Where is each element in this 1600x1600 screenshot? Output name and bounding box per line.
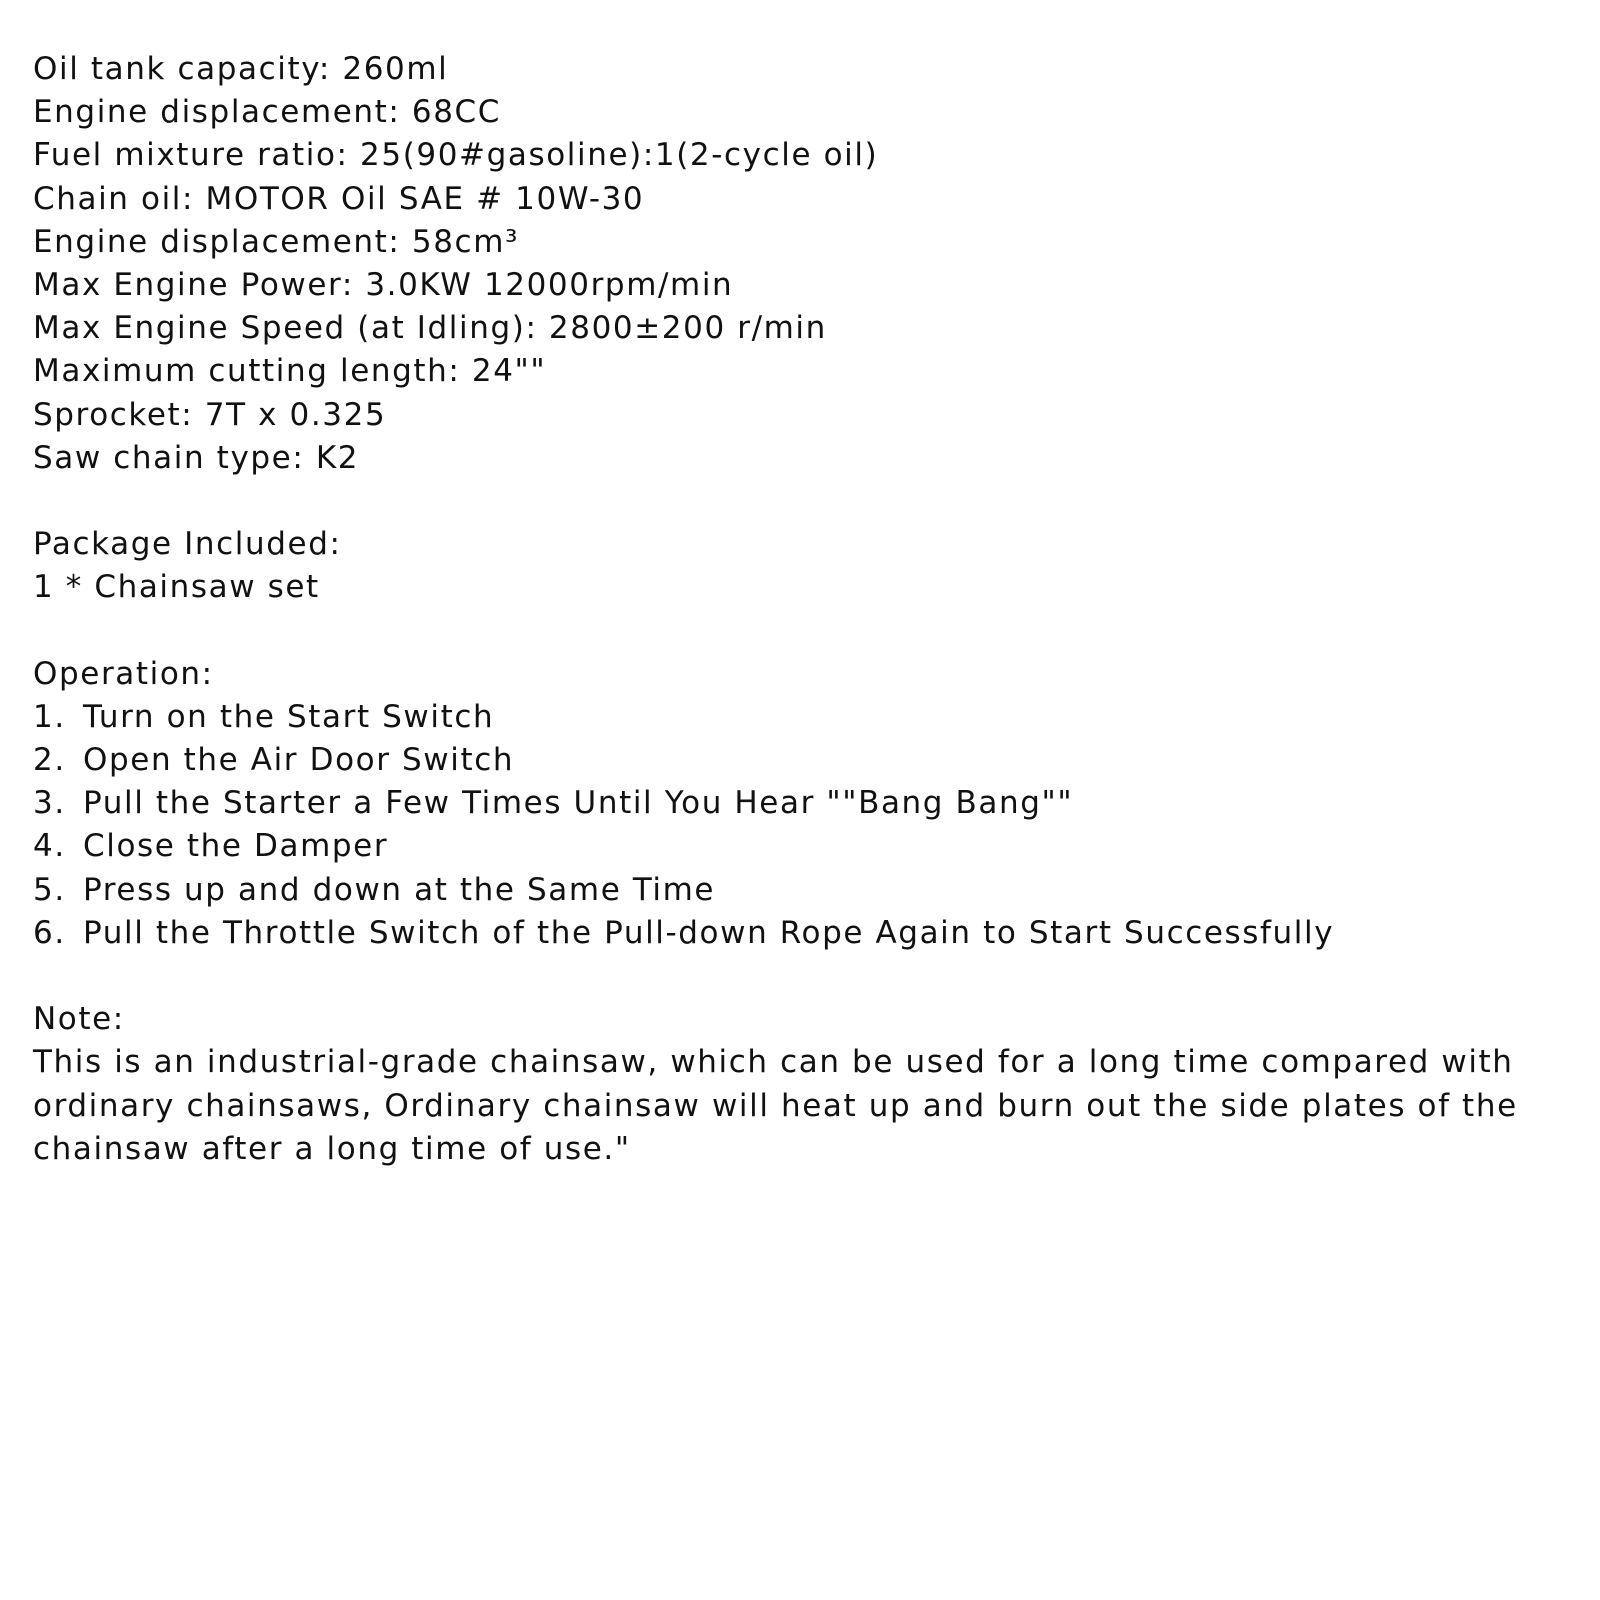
step-text: Close the Damper [83,828,389,865]
section-spacer [33,609,1573,652]
step-text: Pull the Throttle Switch of the Pull-down Rope Again to Start Successfully [83,914,1335,951]
spec-line: Oil tank capacity: 260ml [33,51,449,87]
section-spacer [33,480,1573,523]
step-number: 5. [33,871,66,908]
operation-heading: Operation: [33,655,214,692]
step-number: 1. [33,698,66,735]
spec-line: Max Engine Speed (at Idling): 2800±200 r/min [33,310,827,347]
step-number: 2. [33,742,66,778]
note-section [33,998,1573,1171]
spec-line: Fuel mixture ratio: 25(90#gasoline):1(2-cycle oil) [33,137,879,174]
spec-line: Saw chain type: K2 [33,439,360,476]
spec-line: Chain oil: MOTOR Oil SAE # 10W-30 [33,180,645,217]
note-heading: Note: [33,1001,125,1038]
step-text: Press up and down at the Same Time [83,871,716,908]
operation-step [33,696,1573,739]
step-number: 3. [33,785,66,822]
package-section [33,523,1573,609]
spec-line: Engine displacement: 68CC [33,94,502,131]
package-heading: Package Included: [33,526,342,563]
operation-step [33,739,1573,782]
package-item: 1 * Chainsaw set [33,569,320,606]
spec-line: Max Engine Power: 3.0KW 12000rpm/min [33,266,734,303]
step-number: 4. [33,828,66,865]
operation-step [33,912,1573,955]
section-spacer [33,955,1573,998]
operation-section [33,653,1573,955]
operation-step [33,782,1573,825]
step-text: Pull the Starter a Few Times Until You Hear ""Bang Bang"" [83,785,1074,822]
document-body [33,48,1573,1171]
specifications-list [33,48,1573,480]
step-text: Turn on the Start Switch [83,698,495,735]
spec-line: Engine displacement: 58cm³ [33,223,520,260]
step-text: Open the Air Door Switch [83,742,515,778]
spec-line: Maximum cutting length: 24"" [33,353,547,390]
note-text: This is an industrial-grade chainsaw, which can be used for a long time compared with ordinary chainsaws, Ordinary chainsaw will heat up and burn out the side plates of the chainsaw after a long time of use." [33,1044,1518,1167]
step-number: 6. [33,914,66,951]
operation-step [33,825,1573,868]
spec-line: Sprocket: 7T x 0.325 [33,396,387,433]
operation-step [33,869,1573,912]
